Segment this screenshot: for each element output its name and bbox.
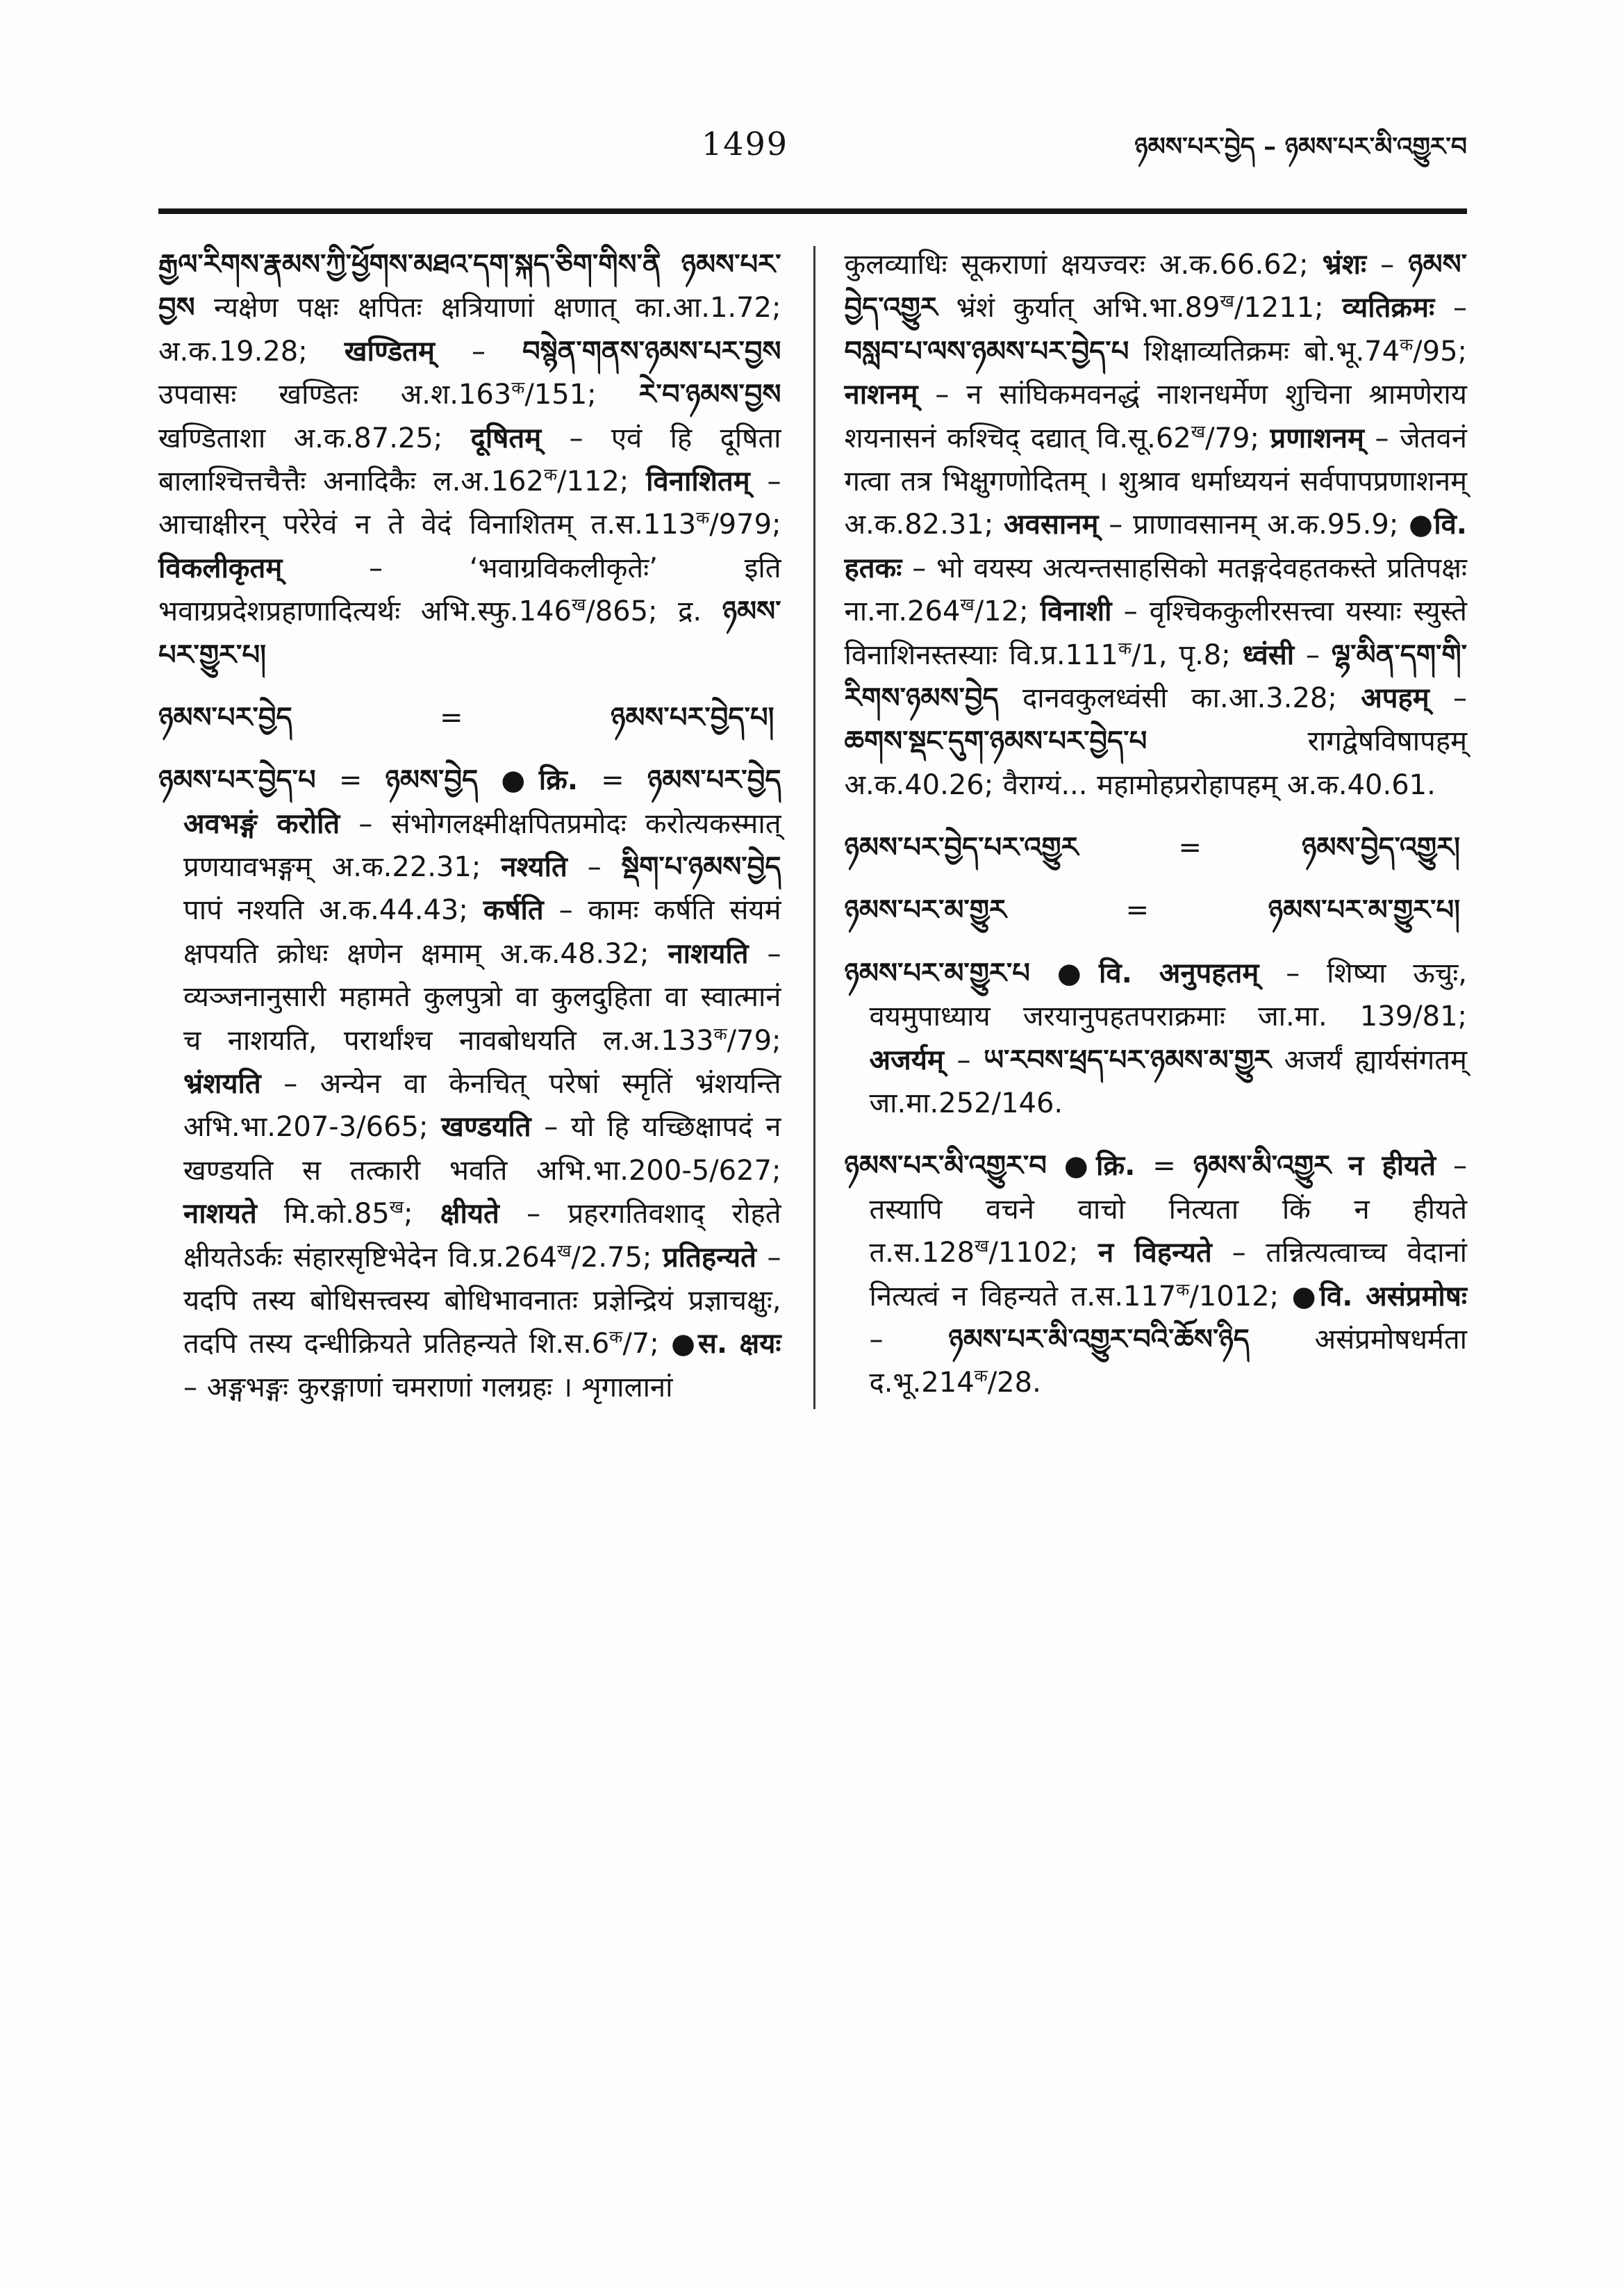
entry-headword: ཉམས་པར་བྱེད [158,701,292,734]
entry-body: कुलव्याधिः सूकराणां क्षयज्वरः अ.क.66.62; भ्रंशः – ཉམས་བྱེད་འགྱུར भ्रंशं कुर्यात् $अभि.भा.89^ख/1211$; व्यतिक्रमः – བསླབ་པ་ལས་ཉམས་པར་བྱེད་པ शिक्षाव्यतिक्रमः $बो.भू.74^क/95$; नाशनम् – न सांघिकमवनद्धं नाशनधर्मेण शुचिना श्रामणेराय शयनासनं कश्चिद् दद्यात् $वि.सू.62^ख/79$; प्रणाशनम् – जेतवनं गत्वा तत्र भिक्षुगणोदितम् । शुश्राव धर्माध्ययनं सर्वपापप्रणाशनम् अ.क.82.31; अवसानम् – प्राणावसानम् अ.क.95.9; ●वि. हतकः – भो वयस्य अत्यन्तसाहसिको मतङ्गदेवहतकस्ते प्रतिपक्षः $ना.ना.264^ख/12$; विनाशी – वृश्चिककुलीरसत्त्वा यस्याः स्युस्ते विनाशिनस्तस्याः $वि.प्र.111^क/1$, पृ.8; ध्वंसी – ལྷ་མིན་དག་གི་རིགས་ཉམས་བྱེད दानवकुलध्वंसी का.आ.3.28; अपहम् – ཆགས་སྡང་དུག་ཉམས་པར་བྱེད་པ रागद्वेषविषापहम् अ.क.40.26; वैराग्यं... महामोहप्ररोहापहम् अ.क.40.61. [844,249,1467,801]
header-rule [158,208,1467,214]
dictionary-entry [845,826,1468,869]
running-head-entry-range: ཉམས་པར་བྱེད – ཉམས་པར་མི་འགྱུར་བ [1134,133,1467,161]
entry-continuation [845,243,1468,807]
entry-headword: ཉམས་པར་བྱེད་པར་འགྱུར [844,832,1079,864]
page-header [158,118,1467,189]
dictionary-columns [158,243,1467,1409]
entry-continuation [158,243,781,677]
entry-headword: ཉམས་པར་མ་གྱུར་པ [844,957,1030,989]
entry-headword: ཉམས་པར་བྱེད་པ [158,764,316,797]
entry-body: = ཉམས་པར་བྱེད་པ། [292,701,774,734]
dictionary-entry [845,889,1468,932]
entry-headword: ཉམས་པར་མ་གྱུར [844,894,1006,927]
left-column [158,243,781,1409]
entry-body: = ཉམས་བྱེད ●क्रि. = ཉམས་པར་བྱེད अवभङ्गं करोति – संभोगलक्ष्मीक्षपितप्रमोदः करोत्यकस्मात् प्रणयावभङ्गम् अ.क.22.31; नश्यति – སྡིག་པ་ཉམས་བྱེད पापं नश्यति अ.क.44.43; कर्षति – कामः कर्षति संयमं क्षपयति क्रोधः क्षणेन क्षमाम् अ.क.48.32; नाशयति – व्यञ्जनानुसारी महामते कुलपुत्रो वा कुलदुहिता वा स्वात्मानं च नाशयति, परार्थांश्च नावबोधयति $ल.अ.133^क/79$; भ्रंशयति – अन्येन वा केनचित् परेषां स्मृतिं भ्रंशयन्ति अभि.भा.207-3/665; खण्डयति – यो हि यच्छिक्षापदं न खण्डयति स तत्कारी भवति अभि.भा.200-5/627; नाशयते $मि.को.85^ख$; क्षीयते – प्रहरगतिवशाद् रोहते क्षीयतेऽर्कः संहारसृष्टिभेदेन $वि.प्र.264^ख/2.75$; प्रतिहन्यते – यदपि तस्य बोधिसत्त्वस्य बोधिभावनातः प्रज्ञेन्द्रियं प्रज्ञाचक्षुः, तदपि तस्य दन्धीक्रियते प्रतिहन्यते $शि.स.6^क/7$; ●स. क्षयः – अङ्गभङ्गः कुरङ्गाणां चमराणां गलग्रहः । शृगालानां [183,764,781,1404]
dictionary-entry [845,952,1468,1126]
column-divider [813,246,815,1409]
right-column [845,243,1468,1409]
entry-body: རྒྱལ་རིགས་རྣམས་ཀྱི་ཕྱོགས་མཐའ་དག་སྐད་ཅིག་གིས་ནི ཉམས་པར་བྱས न्यक्षेण पक्षः क्षपितः क्षत्रियाणां क्षणात् का.आ.1.72; अ.क.19.28; खण्डितम् – བསྙེན་གནས་ཉམས་པར་བྱས उपवासः खण्डितः $अ.श.163^क/151$; རེ་བ་ཉམས་བྱས खण्डिताशा अ.क.87.25; दूषितम् – एवं हि दूषिता बालाश्चित्तचैत्तैः अनादिकैः $ल.अ.162^क/112$; विनाशितम् – आचाक्षीरन् परेरेवं न ते वेदं विनाशितम् $त.स.113^क/979$; विकलीकृतम् – ‘भवाग्रविकलीकृतेः’ इति भवाग्रप्रदेशप्रहाणादित्यर्थः $अभि.स्फु.146^ख/865$; द्र. ཉམས་པར་གྱུར་པ། [158,249,781,671]
dictionary-entry [158,759,781,1409]
entry-body: = ཉམས་པར་མ་གྱུར་པ། [1006,894,1460,927]
dictionary-entry [845,1144,1468,1404]
entry-body: ●वि. अनुपहतम् – शिष्या ऊचुः, वयमुपाध्याय जरयानुपहतपराक्रमाः जा.मा. 139/81; अजर्यम् – ཡ་རབས་ཕྲད་པར་ཉམས་མ་གྱུར अजर्यं ह्यार्यसंगतम् जा.मा.252/146. [869,957,1468,1120]
entry-body: ●क्रि. = ཉམས་མི་འགྱུར न हीयते – तस्यापि वचने वाचो नित्यता किं न हीयते $त.स.128^ख/1102$; न विहन्यते – तन्नित्यत्वाच्च वेदानां नित्यत्वं न विहन्यते $त.स.117^क/1012$; ●वि. असंप्रमोषः – ཉམས་པར་མི་འགྱུར་བའི་ཆོས་ཉིད असंप्रमोषधर्मता $द.भू.214^क/28$. [869,1150,1468,1399]
page-number: 1499 [702,125,789,163]
entry-body: = ཉམས་བྱེད་འགྱུར། [1078,832,1460,864]
dictionary-entry [158,696,781,739]
entry-headword: ཉམས་པར་མི་འགྱུར་བ [844,1150,1047,1183]
